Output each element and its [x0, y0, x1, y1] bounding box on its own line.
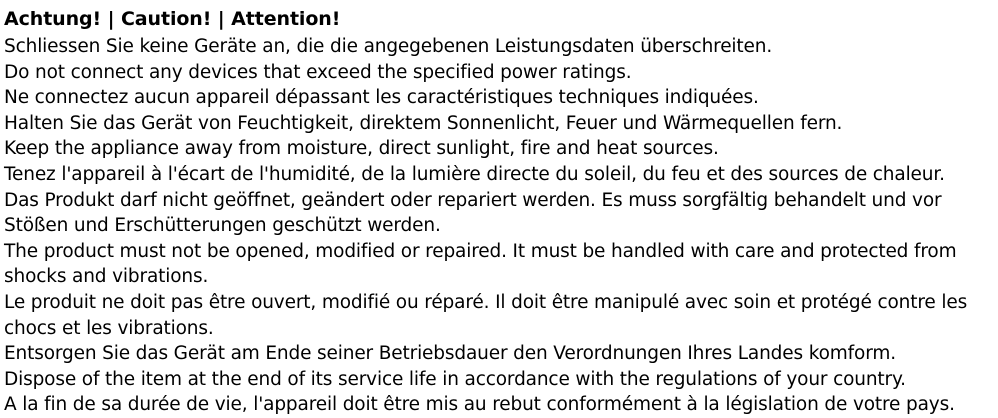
notice-paragraph-en-1: Do not connect any devices that exceed the specified power ratings. [4, 61, 632, 83]
notice-paragraph-fr-2: Tenez l'appareil à l'écart de l'humidité, de la lumière directe du soleil, du feu et des sources de chaleur. [4, 163, 945, 185]
notice-paragraph-fr-3: Le produit ne doit pas être ouvert, modifié ou réparé. Il doit être manipulé avec soin et protégé contre les chocs et les vibrations. [4, 291, 968, 339]
notice-paragraph-de-4: Entsorgen Sie das Gerät am Ende seiner Betriebsdauer den Verordnungen Ihres Landes komform. [4, 343, 896, 365]
notice-paragraph-de-3: Das Produkt darf nicht geöffnet, geändert oder repariert werden. Es muss sorgfältig behandelt und vor Stößen und Erschütterungen geschützt werden. [4, 189, 942, 237]
notice-paragraph-en-3: The product must not be opened, modified or repaired. It must be handled with care and protected from shocks and vibrations. [4, 240, 957, 288]
notice-paragraph-fr-4: A la fin de sa durée de vie, l'appareil doit être mis au rebut conformément à la législation de votre pays. [4, 394, 955, 416]
notice-paragraph-de-2: Halten Sie das Gerät von Feuchtigkeit, direktem Sonnenlicht, Feuer und Wärmequellen fern. [4, 112, 843, 134]
notice-paragraph-en-4: Dispose of the item at the end of its service life in accordance with the regulations of your country. [4, 368, 906, 390]
page-title: Achtung! | Caution! | Attention! [4, 8, 341, 30]
notice-paragraph-fr-1: Ne connectez aucun appareil dépassant les caractéristiques techniques indiquées. [4, 87, 759, 109]
notice-paragraph-en-2: Keep the appliance away from moisture, direct sunlight, fire and heat sources. [4, 138, 719, 160]
notice-paragraph-de-1: Schliessen Sie keine Geräte an, die die angegebenen Leistungsdaten überschreiten. [4, 36, 773, 57]
